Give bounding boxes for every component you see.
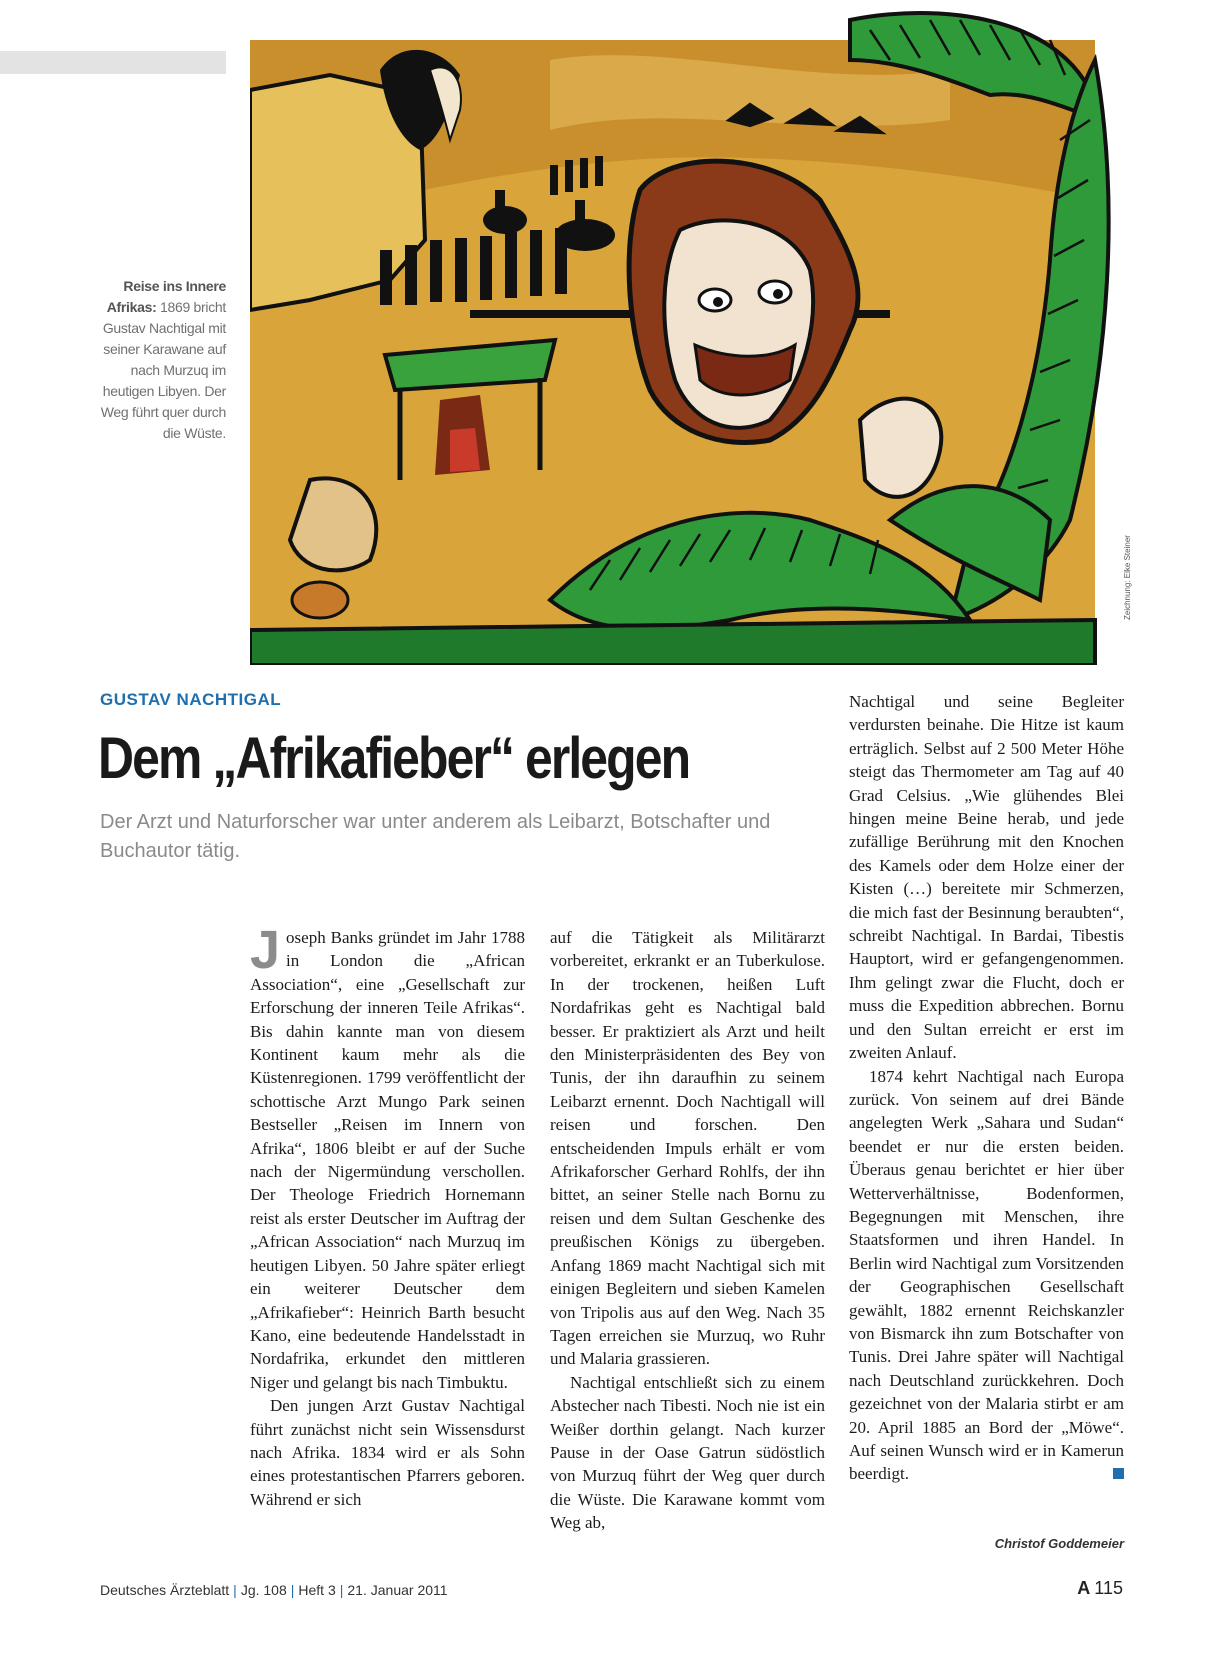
article-column-2 — [550, 926, 825, 1535]
desert-caravan-drawing — [250, 0, 1132, 665]
paragraph — [250, 920, 525, 1394]
paragraph — [849, 1065, 1124, 1486]
illustration-credit: Zeichnung: Elke Steiner — [1123, 535, 1132, 620]
caption-text: 1869 bricht Gustav Nachtigal mit seiner Karawane auf nach Murzuq im heutigen Libyen. Der Weg führt quer durch die Wüste. — [100, 299, 226, 441]
header-grey-bar — [0, 51, 226, 74]
paragraph: Nachtigal entschließt sich zu einem Abstecher nach Tibesti. Noch nie ist ein Weißer dorthin gelangt. Nach kurzer Pause in der Oase Gatrun südöstlich von Murzuq führt der Weg quer durch die Wüste. Die Karawane kommt vom Weg ab, — [550, 1372, 825, 1533]
article-column-3 — [849, 690, 1124, 1486]
paragraph: Nachtigal und seine Begleiter verdursten beinahe. Die Hitze ist kaum erträglich. Selbst auf 2 500 Meter Höhe steigt das Thermometer am Tag auf 40 Grad Celsius. „Wie glühendes Blei hingen meine Beine herab, und jede zufällige Berührung mit den Knochen des Kamels oder dem Holze einer der Kisten (…) bereitete mir Schmerzen, die mich fast der Besinnung beraubten“, schreibt Nachtigal. In Bardai, Tibestis Hauptort, wird er gefangengenommen. Ihm gelingt zwar die Flucht, doch er muss die Expedition abbrechen. Bornu und den Sultan erreicht er erst im zweiten Anlauf. — [849, 692, 1124, 1063]
page-prefix: A — [1077, 1578, 1091, 1598]
article-author: Christof Goddemeier — [994, 1536, 1124, 1551]
image-caption — [88, 276, 226, 444]
article-kicker: GUSTAV NACHTIGAL — [100, 690, 282, 709]
page-number — [1077, 1578, 1123, 1599]
journal-issue: Heft 3 — [298, 1582, 336, 1598]
article-headline: Dem „Afrikafieber“ erlegen — [98, 726, 690, 791]
journal-date: 21. Januar 2011 — [347, 1582, 448, 1598]
page-number-value: 115 — [1094, 1578, 1123, 1598]
caption-lead: Reise ins Innere Afrikas: — [106, 278, 226, 315]
drop-cap: J — [250, 920, 281, 980]
article-subtitle: Der Arzt und Naturforscher war unter anderem als Leibarzt, Botschafter und Buchautor tätig. — [100, 811, 771, 862]
journal-name: Deutsches Ärzteblatt — [100, 1582, 230, 1598]
paragraph-text: 1874 kehrt Nachtigal nach Europa zurück. Von seinem auf drei Bände angelegten Werk „Sahara und Sudan“ beendet er nur die ersten beiden. Überaus genau berichtet er hier über Wetterverhältnisse, Bodenformen, Begegnungen mit Menschen, ihre Staatsformen und ihren Handel. In Berlin wird Nachtigal zum Vorsitzenden der Geographischen Gesellschaft gewählt, 1882 ernennt Reichskanzler von Bismarck ihn zum Botschafter von Tunis. Drei Jahre später will Nachtigal nach Deutschland zurückkehren. Doch gezeichnet von der Malaria stirbt er am 20. April 1885 an Bord der „Möwe“. Auf seinen Wunsch wird er in Kamerun beerdigt. — [849, 1066, 1124, 1484]
paragraph: Den jungen Arzt Gustav Nachtigal führt zunächst nicht sein Wissensdurst nach Afrika. 1834 wird er als Sohn eines protestantischen Pfarrers geboren. Während er sich — [250, 1396, 525, 1509]
illustration — [250, 0, 1132, 665]
end-mark-icon — [1113, 1468, 1124, 1479]
paragraph-text: oseph Banks gründet im Jahr 1788 in London die „African Association“, eine „Gesellschaft zur Erforschung der inneren Teile Afrikas“. Bis dahin kannte man von diesem Kontinent kaum mehr als die Küstenregionen. 1799 veröffentlicht der schottische Arzt Mungo Park seinen Bestseller „Reisen im Innern von Afrika“, 1806 bleibt er auf der Suche nach der Nigermündung verschollen. Der Theologe Friedrich Hornemann reist als erster Deutscher im Auftrag der „African Association“ nach Murzuq im heutigen Libyen. 50 Jahre später erliegt ein weiterer Deutscher dem „Afrikafieber“: Heinrich Barth besucht Kano, eine bedeutende Handelsstadt in Nordafrika, erkundet den mittleren Niger und gelangt bis nach Timbuktu. — [250, 928, 525, 1392]
journal-volume: Jg. 108 — [240, 1582, 287, 1598]
page-footer: Deutsches Ärzteblatt | Jg. 108 | Heft 3 | 21. Januar 2011 — [100, 1582, 448, 1598]
article-column-1 — [250, 920, 525, 1511]
paragraph: auf die Tätigkeit als Militärarzt vorbereitet, erkrankt er an Tuberkulose. In der trockenen, heißen Luft Nordafrikas geht es Nachtigal bald besser. Er praktiziert als Arzt und heilt den Ministerpräsidenten des Bey von Tunis, der ihn daraufhin zu seinem Leibarzt ernennt. Doch Nachtigall will reisen und forschen. Den entscheidenden Impuls erhält er vom Afrikaforscher Gerhard Rohlfs, der ihn bittet, an seiner Stelle nach Bornu zu reisen und dem Sultan Geschenke des preußischen Königs zu übergeben. Anfang 1869 macht Nachtigal sich mit einigen Begleitern und sieben Kamelen von Tripolis aus auf den Weg. Nach 35 Tagen erreichen sie Murzuq, wo Ruhr und Malaria grassieren. — [550, 928, 825, 1369]
